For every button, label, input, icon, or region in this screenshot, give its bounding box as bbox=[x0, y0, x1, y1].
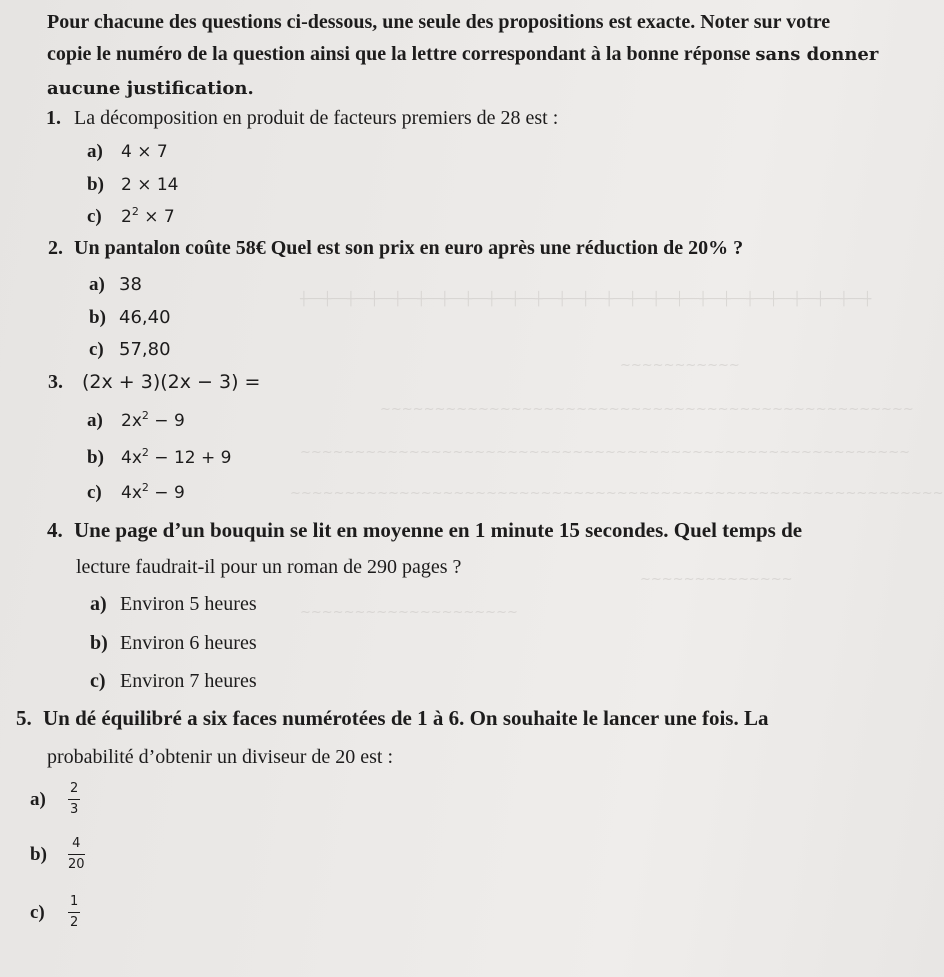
option-label: c) bbox=[30, 902, 45, 924]
option-text: 38 bbox=[119, 274, 142, 295]
option-label: c) bbox=[90, 670, 106, 692]
question-1 bbox=[46, 108, 558, 128]
option-exponent: 2 bbox=[131, 205, 139, 218]
question-text: (2x + 3)(2x − 3) = bbox=[82, 371, 261, 393]
question-5-option-c bbox=[30, 895, 80, 931]
fraction-numerator: 4 bbox=[68, 837, 85, 855]
question-text-line-1: Une page d’un bouquin se lit en moyenne en 1 minute 15 secondes. Quel temps de bbox=[74, 518, 803, 542]
question-3-option-b bbox=[87, 447, 231, 467]
option-fraction bbox=[68, 782, 80, 818]
option-label: a) bbox=[30, 789, 46, 811]
option-label: c) bbox=[87, 482, 102, 503]
option-base: 2 bbox=[121, 207, 132, 227]
question-3 bbox=[48, 372, 260, 392]
option-label: c) bbox=[89, 339, 104, 360]
option-label: b) bbox=[87, 174, 104, 195]
question-1-option-a bbox=[87, 142, 168, 161]
fraction-numerator: 1 bbox=[68, 895, 80, 913]
option-label: b) bbox=[87, 447, 104, 468]
show-through: ┼──┼──┼──┼──┼──┼──┼──┼──┼──┼──┼──┼──┼──┼──┼──┼──┼──┼──┼──┼──┼──┼──┼──┼──┼ bbox=[300, 292, 872, 307]
instructions-emphasis: sans donner bbox=[755, 44, 879, 65]
question-2-option-c bbox=[89, 340, 171, 359]
question-text: La décomposition en produit de facteurs premiers de 28 est : bbox=[74, 107, 559, 129]
option-label: a) bbox=[87, 410, 103, 431]
option-text: Environ 6 heures bbox=[120, 632, 257, 654]
option-text: Environ 7 heures bbox=[120, 670, 257, 692]
question-1-option-b bbox=[87, 175, 179, 194]
question-number: 5. bbox=[16, 706, 32, 730]
option-fraction bbox=[68, 895, 80, 931]
option-rest: − 12 + 9 bbox=[148, 448, 232, 468]
question-text-line-1: Un dé équilibré a six faces numérotées de 1 à 6. On souhaite le lancer une fois. La bbox=[43, 706, 769, 730]
fraction-denominator: 2 bbox=[70, 914, 79, 930]
question-1-option-c bbox=[87, 206, 175, 226]
option-base: 4x bbox=[121, 483, 142, 503]
question-4 bbox=[47, 520, 802, 541]
question-5 bbox=[16, 708, 768, 729]
fraction-denominator: 20 bbox=[68, 856, 85, 872]
option-base: 4x bbox=[121, 448, 142, 468]
fraction-numerator: 2 bbox=[68, 782, 80, 800]
question-5-option-a bbox=[30, 782, 80, 818]
option-base: 2x bbox=[121, 411, 142, 431]
question-number: 1. bbox=[46, 107, 61, 129]
option-label: b) bbox=[30, 844, 47, 866]
show-through: ~~~~~~~~~~~~~~~~~~~~~~~~~~~~~~~~~~~~~~~~~~~~~~~~~~~~~~~~ bbox=[300, 445, 910, 460]
option-text: 2 × 14 bbox=[121, 175, 179, 195]
show-through: ~~~~~~~~~~~~~~ bbox=[640, 572, 793, 587]
instructions-line-3: aucune justification. bbox=[47, 78, 254, 99]
option-text: Environ 5 heures bbox=[120, 593, 257, 615]
question-5-option-b bbox=[30, 837, 85, 873]
question-3-option-c bbox=[87, 482, 185, 502]
question-4-option-a bbox=[90, 594, 257, 614]
question-number: 2. bbox=[48, 237, 63, 259]
question-2-option-b bbox=[89, 308, 171, 327]
question-number: 3. bbox=[48, 371, 63, 393]
option-exponent: 2 bbox=[141, 409, 149, 422]
option-text: 46,40 bbox=[119, 307, 171, 328]
option-label: b) bbox=[89, 307, 106, 328]
option-label: c) bbox=[87, 206, 102, 227]
show-through: ~~~~~~~~~~~~~~~~~~~~~~~~~~~~~~~~~~~~~~~~~~~~~~~~~~~~~~~~~~~~ bbox=[290, 486, 944, 501]
instructions-line-1: Pour chacune des questions ci-dessous, une seule des propositions est exacte. Noter sur votre bbox=[47, 11, 831, 33]
show-through: ~~~~~~~~~~~~~~~~~~~~~~~~~~~~~~~~~~~~~~~~~~~~~~~~~ bbox=[380, 402, 914, 417]
option-fraction bbox=[68, 837, 85, 873]
instructions-line-2 bbox=[47, 44, 878, 64]
option-text: 4 × 7 bbox=[121, 142, 168, 162]
question-2-option-a bbox=[89, 275, 142, 294]
show-through: ~~~~~~~~~~~ bbox=[620, 358, 740, 373]
option-rest: − 9 bbox=[148, 411, 185, 431]
option-label: b) bbox=[90, 632, 108, 654]
instructions-line-2-text: copie le numéro de la question ainsi que la lettre correspondant à la bonne réponse bbox=[47, 43, 756, 65]
question-number: 4. bbox=[47, 518, 63, 542]
option-label: a) bbox=[89, 274, 105, 295]
question-5-line-2: probabilité d’obtenir un diviseur de 20 est : bbox=[47, 746, 394, 768]
option-rest: × 7 bbox=[138, 207, 175, 227]
option-exponent: 2 bbox=[141, 446, 149, 459]
question-text: Un pantalon coûte 58€ Quel est son prix en euro après une réduction de 20% ? bbox=[74, 237, 744, 259]
question-4-option-b bbox=[90, 633, 257, 653]
option-rest: − 9 bbox=[148, 483, 185, 503]
fraction-denominator: 3 bbox=[70, 801, 79, 817]
show-through: ~~~~~~~~~~~~~~~~~~~~ bbox=[300, 605, 518, 620]
question-4-option-c bbox=[90, 671, 257, 691]
option-text: 57,80 bbox=[119, 339, 171, 360]
question-4-line-2: lecture faudrait-il pour un roman de 290 pages ? bbox=[76, 556, 462, 578]
question-3-option-a bbox=[87, 410, 185, 430]
option-exponent: 2 bbox=[141, 481, 149, 494]
question-2 bbox=[48, 238, 743, 258]
option-label: a) bbox=[90, 593, 107, 615]
option-label: a) bbox=[87, 141, 103, 162]
